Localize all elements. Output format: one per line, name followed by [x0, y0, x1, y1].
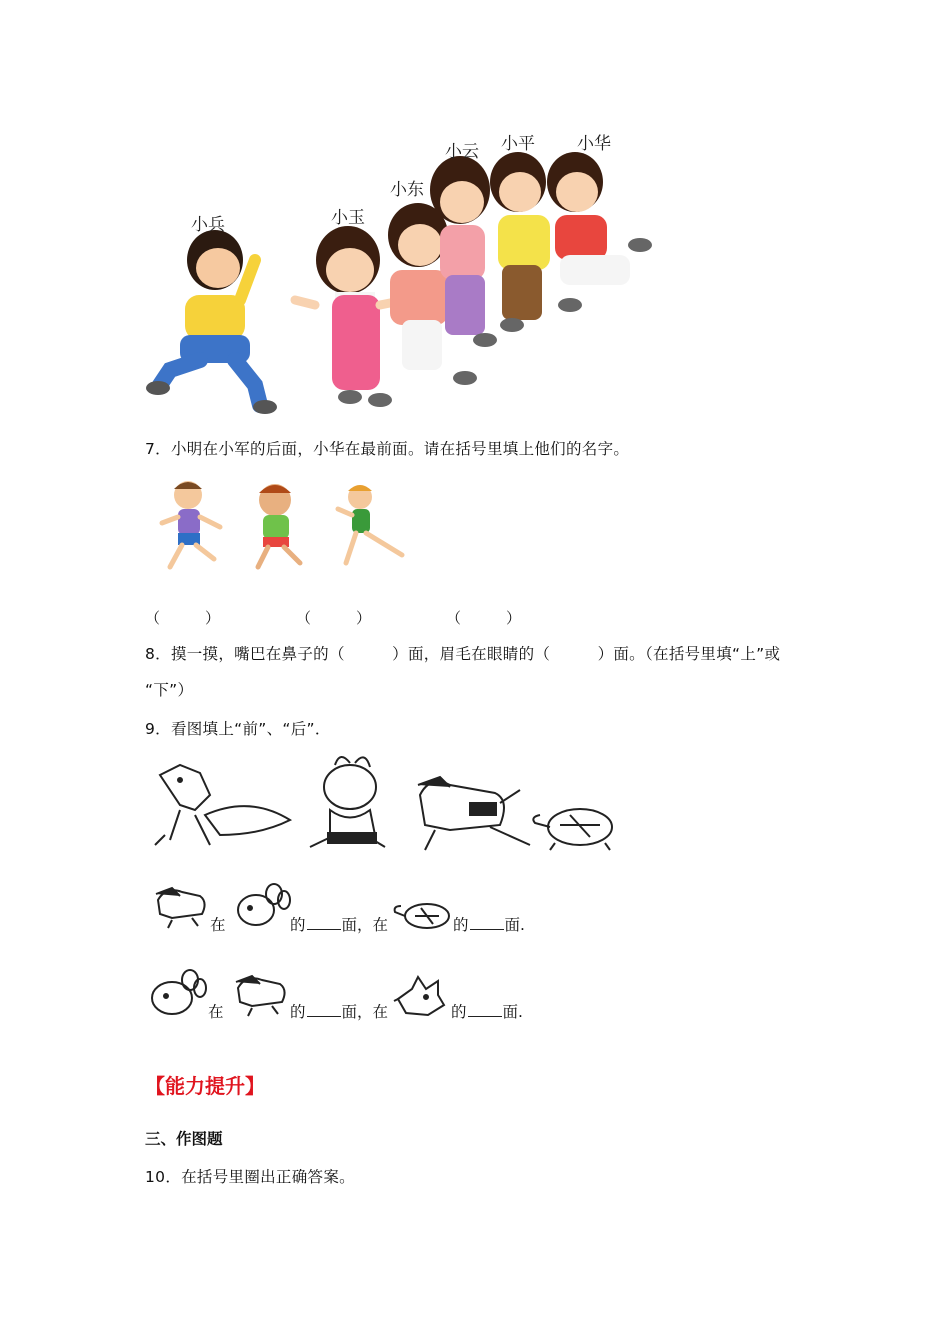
child-xiaobing	[146, 230, 277, 414]
boy-1	[162, 481, 220, 567]
rabbit	[310, 757, 385, 847]
row1-blank1[interactable]	[307, 915, 341, 930]
child-xiaoping	[490, 152, 550, 332]
child-xiaohua	[547, 152, 652, 312]
row2-mian-zai: 面，在	[341, 1003, 389, 1021]
row2-answer-line2	[451, 1000, 523, 1022]
label-xiaoyu: 小玉	[331, 208, 365, 228]
row2-rabbit-icon	[146, 968, 208, 1018]
question-7: 7．小明在小军的后面，小华在最前面。请在括号里填上他们的名字。	[145, 440, 630, 458]
row2-de1: 的	[290, 1003, 306, 1021]
fox-small-icon	[392, 975, 450, 1020]
row2-de2: 的	[451, 1003, 467, 1021]
row1-answer-line2	[453, 913, 525, 935]
dog-small-icon	[152, 880, 210, 928]
boy-3	[338, 485, 402, 563]
answer-blank-1[interactable]: （ ）	[145, 609, 221, 627]
row1-answer-line	[290, 913, 388, 935]
section-subtitle: 三、作图题	[145, 1130, 223, 1148]
row2-fox-icon	[392, 975, 450, 1020]
children-drawing	[140, 120, 670, 420]
question-10: 10．在括号里圈出正确答案。	[145, 1168, 355, 1186]
row1-turtle-icon	[393, 898, 453, 934]
dog-small-icon	[232, 968, 290, 1016]
label-xiaobing: 小兵	[191, 215, 225, 235]
row1-mian-zai: 面，在	[341, 916, 389, 934]
label-xiaoyun: 小云	[445, 142, 479, 162]
row1-de1: 的	[290, 916, 306, 934]
row2-zai: 在	[208, 1003, 224, 1021]
row2-mian-end: 面.	[502, 1003, 523, 1021]
question-8-line1: 8．摸一摸，嘴巴在鼻子的（ ）面，眉毛在眼睛的（ ）面。（在括号里填“上”或	[145, 645, 781, 663]
answer-blank-3[interactable]: （ ）	[446, 609, 522, 627]
row1-zai: 在	[210, 916, 226, 934]
boys-drawing	[150, 475, 420, 585]
animals-race-illustration	[150, 755, 625, 860]
row1-rabbit-icon	[232, 882, 290, 930]
row2-answer-line	[290, 1000, 388, 1022]
rabbit-small-icon	[146, 968, 208, 1018]
boy-2	[258, 484, 300, 567]
row1-blank2[interactable]	[470, 915, 504, 930]
row2-blank1[interactable]	[307, 1002, 341, 1017]
question-8-line2: “下”）	[145, 681, 194, 699]
turtle-small-icon	[393, 898, 453, 934]
running-children-illustration	[140, 120, 670, 420]
three-running-boys	[150, 475, 420, 585]
row1-dog-icon	[152, 880, 210, 928]
row1-de2: 的	[453, 916, 469, 934]
row2-dog-icon	[232, 968, 290, 1016]
answer-blank-2[interactable]: （ ）	[296, 609, 372, 627]
section-title: 【能力提升】	[145, 1074, 265, 1098]
label-xiaohua: 小华	[577, 134, 611, 154]
row1-mian-end: 面.	[504, 916, 525, 934]
row2-blank2[interactable]	[468, 1002, 502, 1017]
fox	[155, 765, 290, 845]
dog	[418, 777, 530, 850]
label-xiaodong: 小东	[390, 180, 424, 200]
rabbit-small-icon	[232, 882, 290, 930]
animals-drawing	[150, 755, 625, 860]
question-9: 9．看图填上“前”、“后”．	[145, 720, 331, 738]
label-xiaoping: 小平	[501, 134, 535, 154]
turtle	[533, 809, 612, 850]
